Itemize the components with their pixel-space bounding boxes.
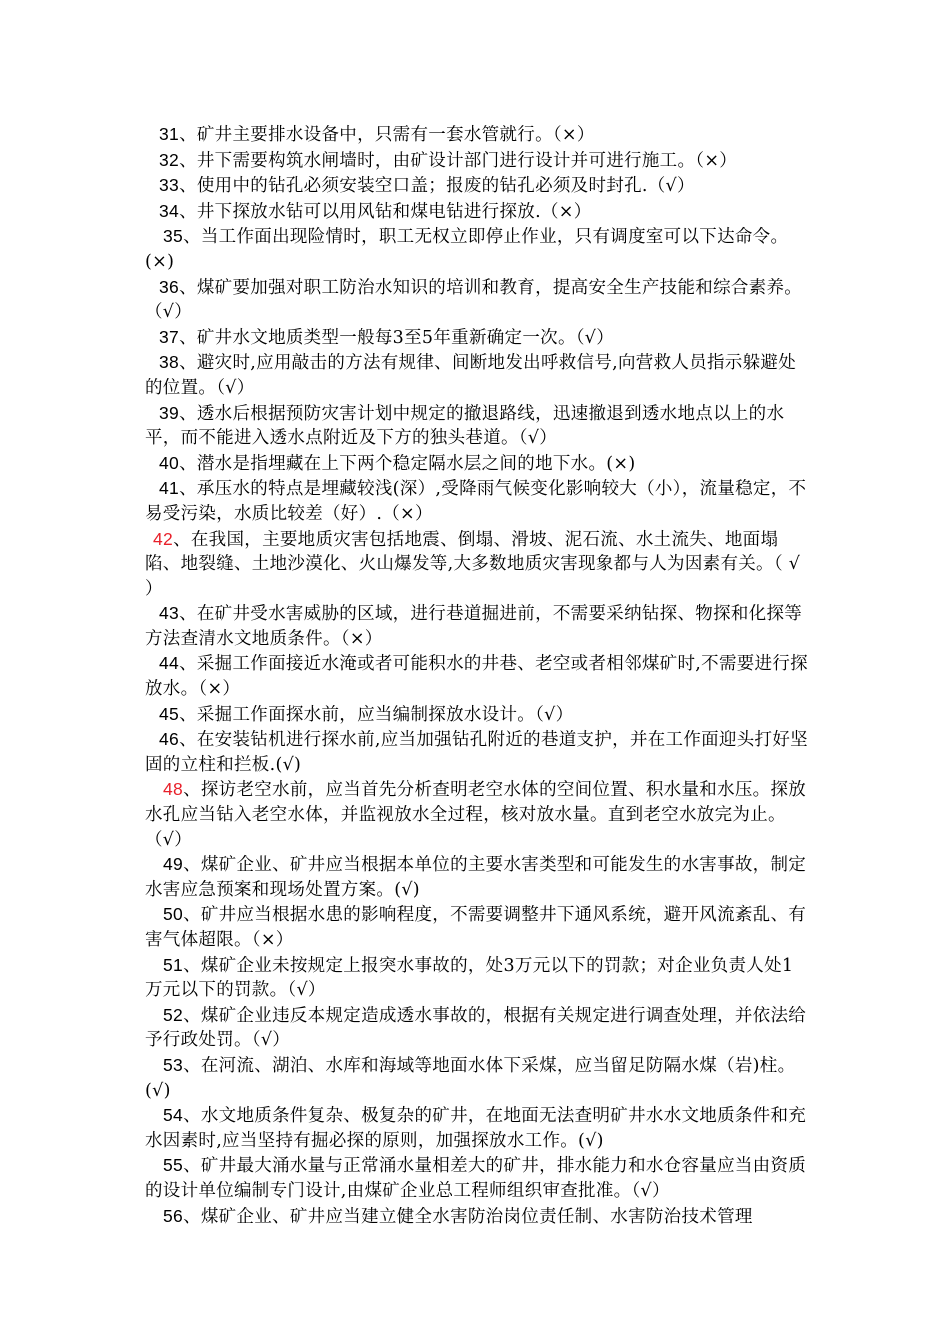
question-item (145, 777, 810, 852)
question-number: 48 (163, 779, 184, 800)
question-number: 56 (163, 1205, 184, 1226)
question-text: 、在矿井受水害威胁的区域，进行巷道掘进前，不需要采纳钻探、物探和化探等方法查清水文地质条件。（×） (145, 604, 803, 649)
question-item (145, 476, 810, 526)
question-item (145, 401, 810, 451)
question-text: 、矿井水文地质类型一般每3至5年重新确定一次。（√） (179, 327, 615, 348)
question-item (145, 350, 810, 400)
question-number: 40 (159, 452, 180, 473)
question-text: 、煤矿企业、矿井应当建立健全水害防治岗位责任制、水害防治技术管理 (183, 1206, 753, 1227)
question-item (145, 601, 810, 651)
question-text: 、煤矿企业未按规定上报突水事故的，处3万元以下的罚款；对企业负责人处1万元以下的罚款。（√） (145, 955, 794, 1001)
question-item (145, 1204, 810, 1230)
question-text: 、采掘工作面接近水淹或者可能积水的井巷、老空或者相邻煤矿时,不需要进行探放水。（×） (145, 654, 808, 700)
question-text: 、井下需要构筑水闸墙时，由矿设计部门进行设计并可进行施工。（×） (179, 150, 738, 171)
question-number: 35 (163, 226, 184, 247)
question-list (145, 122, 810, 1229)
question-item (145, 1103, 810, 1153)
question-number: 53 (163, 1054, 184, 1075)
question-number: 46 (159, 729, 180, 750)
question-number: 32 (159, 149, 180, 170)
question-text: 、在我国，主要地质灾害包括地震、倒塌、滑坡、泥石流、水土流失、地面塌陷、地裂缝、土地沙漠化、火山爆发等,大多数地质灾害现象都与人为因素有关。（ √ ） (145, 529, 801, 599)
question-item (145, 1153, 810, 1203)
question-item (145, 702, 810, 728)
question-item (145, 651, 810, 701)
question-item (145, 1003, 810, 1053)
question-item (145, 122, 810, 148)
question-text: 、矿井最大涌水量与正常涌水量相差大的矿井，排水能力和水仓容量应当由资质的设计单位编制专门设计,由煤矿企业总工程师组织审查批准。（√） (145, 1156, 807, 1201)
question-item (145, 325, 810, 351)
question-text: 、煤矿企业、矿井应当根据本单位的主要水害类型和可能发生的水害事故，制定水害应急预案和现场处置方案。(√) (145, 855, 807, 900)
question-text: 、使用中的钻孔必须安装空口盖；报废的钻孔必须及时封孔.（√） (179, 176, 695, 197)
question-number: 37 (159, 326, 180, 347)
question-text: 、透水后根据预防灾害计划中规定的撤退路线，迅速撤退到透水地点以上的水平，而不能进入透水点附近及下方的独头巷道。（√） (145, 403, 785, 449)
question-item (145, 852, 810, 902)
question-item (145, 199, 810, 225)
question-text: 、探访老空水前，应当首先分析查明老空水体的空间位置、积水量和水压。探放水孔应当钻入老空水体，并监视放水全过程，核对放水量。直到老空水放完为止。（√） (145, 780, 807, 850)
question-number: 51 (163, 954, 184, 975)
question-item (145, 727, 810, 777)
question-number: 55 (163, 1155, 184, 1176)
question-item (145, 902, 810, 952)
question-text: 、矿井主要排水设备中，只需有一套水管就行。（×） (179, 125, 595, 145)
question-number: 31 (159, 124, 180, 144)
question-number: 41 (159, 478, 180, 499)
question-number: 36 (159, 276, 180, 297)
question-text: 、煤矿企业违反本规定造成透水事故的，根据有关规定进行调查处理，并依法给予行政处罚。（√） (145, 1005, 807, 1051)
question-number: 34 (159, 200, 180, 221)
question-number: 49 (163, 854, 184, 875)
question-text: 、井下探放水钻可以用风钻和煤电钻进行探放.（×） (179, 201, 592, 222)
question-item (145, 275, 810, 325)
question-number: 44 (159, 653, 180, 674)
question-number: 45 (159, 703, 180, 724)
question-number: 33 (159, 175, 180, 196)
question-item (145, 953, 810, 1003)
question-text: 、当工作面出现险情时，职工无权立即停止作业，只有调度室可以下达命令。(×) (145, 227, 789, 272)
question-number: 54 (163, 1105, 184, 1126)
question-number: 43 (159, 603, 180, 624)
question-item (145, 224, 810, 274)
question-number: 52 (163, 1004, 184, 1025)
question-number: 42 (153, 528, 174, 549)
question-item (145, 148, 810, 174)
question-text: 、在河流、湖泊、水库和海域等地面水体下采煤，应当留足防隔水煤（岩)柱。(√) (145, 1055, 796, 1101)
question-text: 、矿井应当根据水患的影响程度，不需要调整井下通风系统，避开风流紊乱、有害气体超限。（×） (145, 905, 807, 950)
question-item (145, 527, 810, 602)
question-item (145, 173, 810, 199)
question-text: 、潜水是指埋藏在上下两个稳定隔水层之间的地下水。(×) (179, 453, 636, 474)
question-number: 50 (163, 904, 184, 925)
question-text: 、水文地质条件复杂、极复杂的矿井，在地面无法查明矿井水水文地质条件和充水因素时,应当坚持有掘必探的原则，加强探放水工作。(√) (145, 1106, 807, 1151)
question-text: 、采掘工作面探水前，应当编制探放水设计。（√） (179, 704, 574, 725)
question-item (145, 1053, 810, 1103)
question-text: 、避灾时,应用敲击的方法有规律、间断地发出呼救信号,向营救人员指示躲避处的位置。（√） (145, 353, 797, 398)
question-item (145, 451, 810, 477)
question-text: 、承压水的特点是埋藏较浅(深）,受降雨气候变化影响较大（小），流量稳定，不易受污染，水质比较差（好）.（×） (145, 479, 807, 524)
question-number: 39 (159, 402, 180, 423)
question-text: 、煤矿要加强对职工防治水知识的培训和教育，提高安全生产技能和综合素养。（√） (145, 277, 803, 323)
question-number: 38 (159, 352, 180, 373)
question-text: 、在安装钻机进行探水前,应当加强钻孔附近的巷道支护，并在工作面迎头打好坚固的立柱和拦板.(√) (145, 730, 808, 775)
